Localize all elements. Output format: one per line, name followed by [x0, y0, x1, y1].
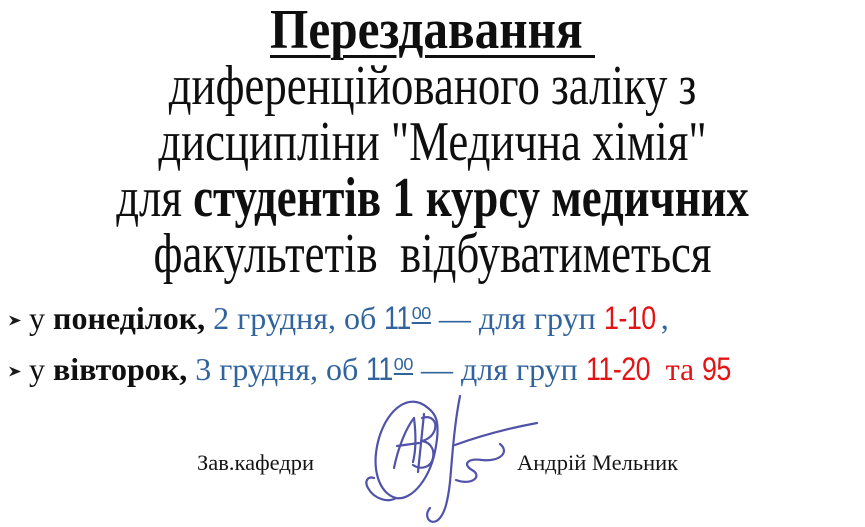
- schedule-tail: ,: [660, 299, 669, 336]
- schedule-day: вівторок,: [53, 350, 188, 387]
- heading-line-4-regular: для: [116, 167, 194, 229]
- arrowhead-bullet-icon: [8, 293, 22, 306]
- schedule-time-minutes: 00: [411, 303, 431, 323]
- schedule-groups-mid: та: [657, 350, 703, 387]
- handwritten-signature: [350, 382, 545, 527]
- schedule-groups-a: 11-20: [585, 350, 650, 387]
- schedule-prefix: у: [29, 350, 53, 387]
- schedule-list: [0, 290, 865, 392]
- schedule-groups: 1-10: [603, 299, 656, 336]
- page-title: Перездавання: [270, 0, 595, 61]
- schedule-time-minutes: 00: [393, 353, 413, 374]
- heading-line-2: диференційованого заліку з: [168, 55, 697, 117]
- title-line: [52, 0, 813, 61]
- heading-line-4-bold: студентів 1 курсу медичних: [193, 167, 749, 229]
- signature-name-label: Андрій Мельник: [517, 450, 679, 475]
- arrowhead-bullet-icon: [8, 344, 22, 357]
- schedule-groups-b: 95: [702, 350, 731, 387]
- schedule-time: 11: [366, 350, 394, 387]
- schedule-date: 3 грудня, об: [187, 350, 367, 387]
- schedule-day: понеділок,: [53, 299, 206, 336]
- schedule-item-monday: [8, 290, 865, 341]
- schedule-groups-label: — для груп: [430, 299, 604, 336]
- heading-line-3: дисципліни "Медична хімія": [158, 111, 707, 173]
- schedule-time: 11: [384, 299, 412, 336]
- signature-role-label: Зав.кафедри: [197, 450, 315, 475]
- heading-line-5: факультетів відбуватиметься: [153, 223, 712, 285]
- schedule-prefix: у: [29, 299, 53, 336]
- schedule-groups-label: — для груп: [412, 350, 586, 387]
- schedule-date: 2 грудня, об: [205, 299, 385, 336]
- heading-line-4: [87, 167, 779, 229]
